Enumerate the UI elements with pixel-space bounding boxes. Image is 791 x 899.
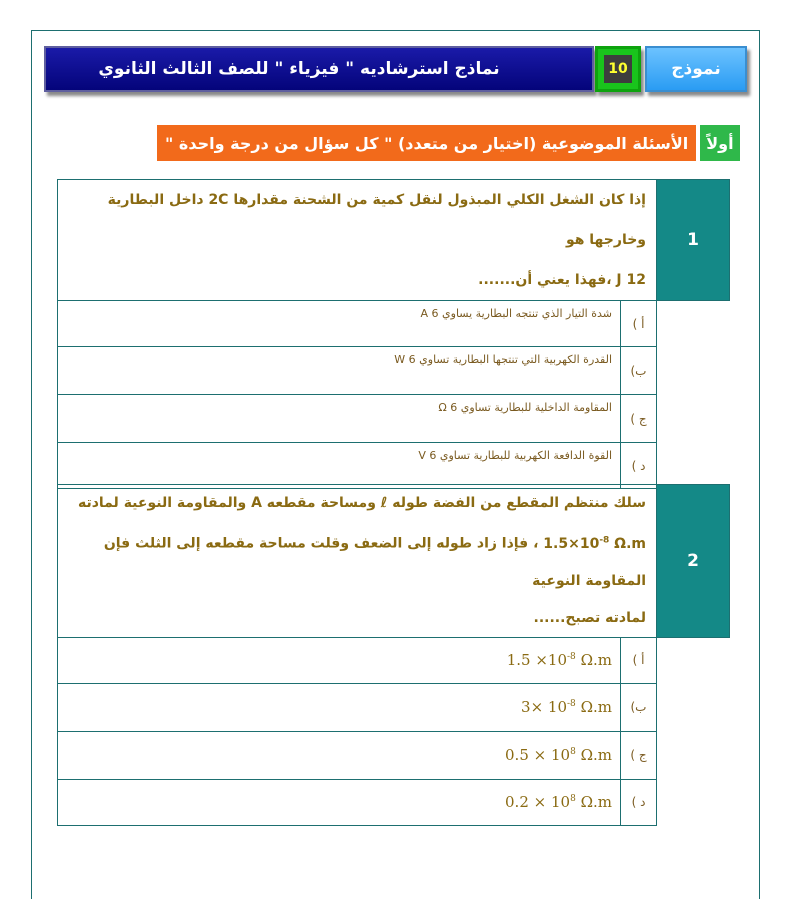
question-1-table [57,179,730,489]
model-number-box [595,46,641,92]
section-heading [157,125,740,161]
question-number: 1 [657,180,730,301]
section-first-label: أولاً [700,125,739,161]
option-letter: ب) [621,683,657,731]
option-text[interactable]: القوة الدافعة الكهربية للبطارية تساوي 6 V [58,443,621,489]
option-text[interactable]: $3\times 10^{-8}$ Ω.m [58,683,621,731]
exam-title-banner [44,46,594,92]
option-text[interactable]: $1.5 \times 10^{-8}$ Ω.m [58,637,621,683]
resistivity-value: $1.5\times 10^{-8}$ Ω.m [543,535,646,552]
question-2-table [57,484,730,826]
option-text[interactable]: القدرة الكهربية التي تنتجها البطارية تساوي 6 W [58,347,621,395]
question-text-line: لمادته تصبح...... [533,609,646,626]
option-text[interactable]: $0.2 \times 10^8$ Ω.m [58,779,621,825]
model-number: 10 [604,55,632,83]
question-text-line: 12 J ،فهذا يعني أن....... [478,272,646,288]
option-letter: أ ) [621,637,657,683]
option-text[interactable]: المقاومة الداخلية للبطارية تساوي 6 Ω [58,395,621,443]
question-text-line: إذا كان الشغل الكلي المبذول لنقل كمية من الشحنة مقدارها 2C داخل البطارية وخارجها هو [107,192,646,248]
option-letter: د ) [621,779,657,825]
model-label: نموذج [671,59,721,79]
question-text-line: سلك منتظم المقطع من الفضة طوله ℓ ومساحة مقطعه A والمقاومة النوعية لمادته [77,495,646,511]
option-letter: د ) [621,443,657,489]
option-letter: ب) [621,347,657,395]
question-text [58,180,657,301]
option-text[interactable]: $0.5 \times 10^8$ Ω.m [58,731,621,779]
model-label-box [645,46,747,92]
exam-title: نماذج استرشاديه " فيزياء " للصف الثالث الثانوي [98,59,500,79]
option-text[interactable]: شدة التيار الذي تنتجه البطارية يساوي 6 A [58,301,621,347]
question-text [58,485,657,638]
option-letter: ج ) [621,731,657,779]
question-text-line: $1.5\times 10^{-8}$ Ω.m ، فإذا زاد طوله إلى الضعف وقلت مساحة مقطعه إلى الثلث فإن المقاومة النوعية [103,535,646,589]
section-title: الأسئلة الموضوعية (اختيار من متعدد) " كل سؤال من درجة واحدة " [157,125,696,161]
option-letter: أ ) [621,301,657,347]
option-letter: ج ) [621,395,657,443]
question-number: 2 [657,485,730,638]
